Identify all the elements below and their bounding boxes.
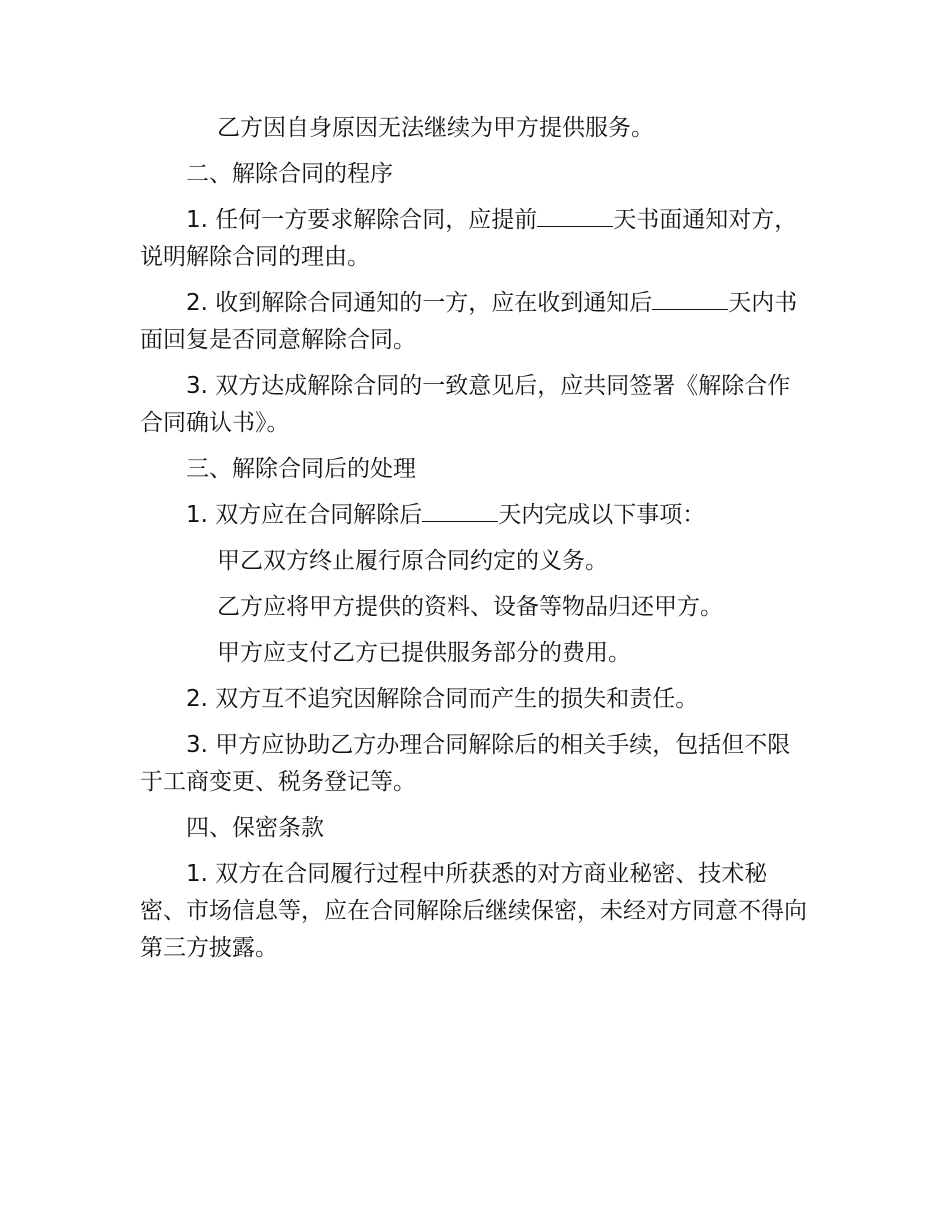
item-pay-fees <box>140 635 812 672</box>
clause-text-before: 2. 收到解除合同通知的一方，应在收到通知后 <box>186 290 653 316</box>
paragraph-text: 乙方因自身原因无法继续为甲方提供服务。 <box>217 115 654 141</box>
fill-in-blank-days <box>537 204 613 227</box>
section-heading-confidentiality <box>140 810 812 847</box>
clause-notice-period <box>140 202 812 276</box>
clause-reply-period <box>140 285 812 359</box>
section-heading-post-termination <box>140 451 812 488</box>
fill-in-blank-days <box>652 287 728 310</box>
clause-completion-period <box>140 497 812 534</box>
item-text: 甲方应支付乙方已提供服务部分的费用。 <box>217 640 631 666</box>
clause-confidentiality <box>140 856 812 967</box>
clause-assist-procedures <box>140 727 812 801</box>
clause-text: 2. 双方互不追究因解除合同而产生的损失和责任。 <box>186 686 699 712</box>
document-page <box>140 110 812 976</box>
clause-text-before: 1. 任何一方要求解除合同，应提前 <box>186 207 538 233</box>
item-return-materials <box>140 589 812 626</box>
clause-text-after: 天内完成以下事项： <box>498 502 706 528</box>
clause-no-liability <box>140 681 812 718</box>
paragraph-service-reason <box>140 110 812 147</box>
heading-text: 三、解除合同后的处理 <box>186 456 416 482</box>
clause-text: 1. 双方在合同履行过程中所获悉的对方商业秘密、技术秘密、市场信息等，应在合同解除后继续保密，未经对方同意不得向第三方披露。 <box>140 861 807 961</box>
clause-text: 3. 甲方应协助乙方办理合同解除后的相关手续，包括但不限于工商变更、税务登记等。 <box>140 732 791 795</box>
clause-text-after: 天书面通知对方，说明解除合同的理由。 <box>140 207 798 270</box>
item-terminate-obligations <box>140 543 812 580</box>
item-text: 乙方应将甲方提供的资料、设备等物品归还甲方。 <box>217 594 723 620</box>
fill-in-blank-days <box>422 499 498 522</box>
clause-text-after: 天内书面回复是否同意解除合同。 <box>140 290 798 353</box>
clause-confirmation-letter <box>140 368 812 442</box>
heading-text: 二、解除合同的程序 <box>186 161 393 187</box>
clause-text-before: 1. 双方应在合同解除后 <box>186 502 423 528</box>
clause-text: 3. 双方达成解除合同的一致意见后，应共同签署《解除合作合同确认书》。 <box>140 373 791 436</box>
heading-text: 四、保密条款 <box>186 815 324 841</box>
item-text: 甲乙双方终止履行原合同约定的义务。 <box>217 548 608 574</box>
section-heading-termination-procedure <box>140 156 812 193</box>
